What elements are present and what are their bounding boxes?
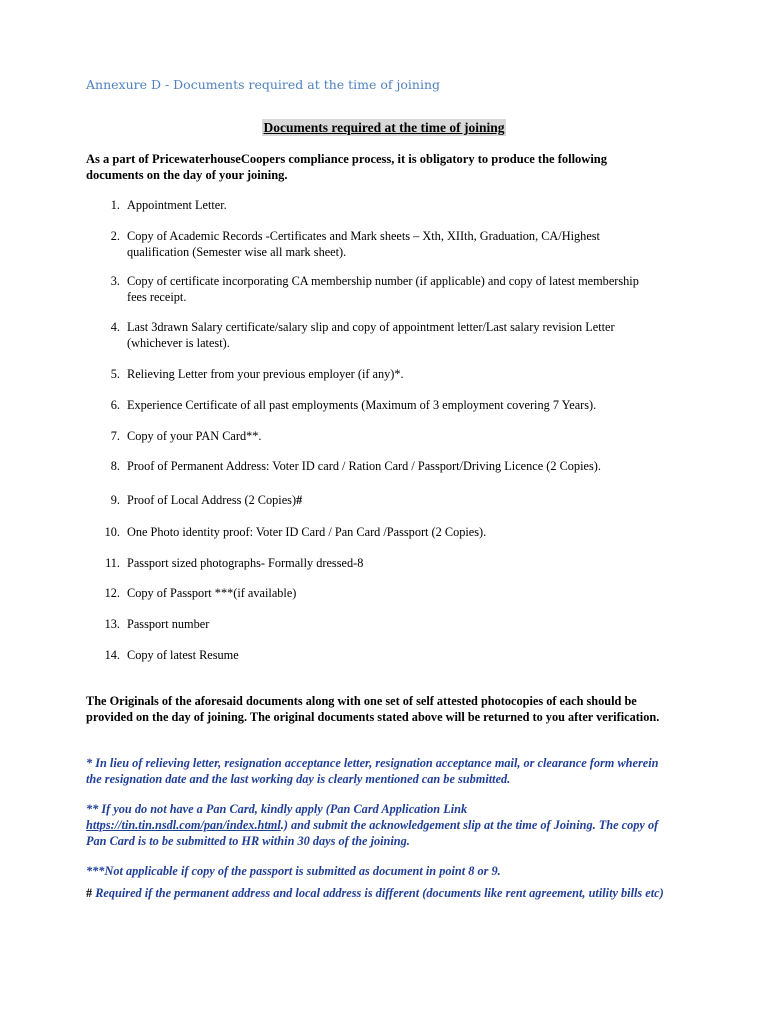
list-item-line: Experience Certificate of all past employments (Maximum of 3 employment covering 7 Years).: [127, 398, 597, 412]
list-item-line: Passport number: [127, 617, 210, 631]
list-item-line: fees receipt.: [127, 289, 187, 304]
note-pan-card: [86, 801, 666, 849]
note-pan-text-end: .) and submit the acknowledgement slip at the time of Joining. The copy of Pan Card is to be submitted to HR within 30 days of the joining.: [86, 818, 659, 848]
list-item-text: [127, 493, 687, 509]
list-item-number: 3.: [110, 274, 120, 288]
intro-paragraph: As a part of PricewaterhouseCoopers compliance process, it is obligatory to produce the following documents on the day of your joining.: [86, 152, 608, 182]
list-item-number: 12.: [104, 586, 120, 600]
list-item-number: 5.: [110, 367, 120, 381]
hash-mark: #: [86, 886, 93, 900]
note-relieving-letter: * In lieu of relieving letter, resignation acceptance letter, resignation acceptance mail, or clearance form wherein the resignation date and the last working day is clearly mentioned can be submitted.: [86, 756, 659, 786]
list-item-text: [127, 586, 687, 602]
list-item-number: 11.: [105, 556, 120, 570]
list-item-number: 14.: [104, 648, 120, 662]
list-item-line: Appointment Letter.: [127, 198, 227, 212]
list-item-line: Relieving Letter from your previous employer (if any)*.: [127, 367, 404, 381]
list-item-text: [127, 274, 687, 305]
hash-mark: #: [296, 493, 303, 507]
document-title: [0, 120, 768, 136]
list-item-number: 7.: [110, 429, 120, 443]
list-item-line: Copy of latest Resume: [127, 648, 239, 662]
list-item-number: 13.: [104, 617, 120, 631]
list-item-text: [127, 648, 687, 664]
list-item-text: [127, 617, 687, 633]
list-item-line: Copy of certificate incorporating CA membership number (if applicable) and copy of latest membership: [127, 274, 639, 288]
list-item-text: [127, 198, 687, 214]
list-item-line: One Photo identity proof: Voter ID Card / Pan Card /Passport (2 Copies).: [127, 525, 487, 539]
list-item-line: Proof of Local Address (2 Copies): [127, 493, 297, 507]
list-item-line: Passport sized photographs- Formally dressed-8: [127, 556, 364, 570]
originals-paragraph: The Originals of the aforesaid documents along with one set of self attested photocopies of each should be provided on the day of joining. The original documents stated above will be returned to you after verification.: [86, 694, 660, 724]
list-item-text: [127, 320, 687, 351]
annexure-heading: Annexure D - Documents required at the time of joining: [86, 77, 441, 92]
note-address-text: Required if the permanent address and local address is different (documents like rent agreement, utility bills etc): [92, 886, 664, 900]
list-item-number: 6.: [110, 398, 120, 412]
list-item-line: Copy of your PAN Card**.: [127, 429, 262, 443]
list-item-line: Copy of Academic Records -Certificates and Mark sheets – Xth, XIIth, Graduation, CA/Highest: [127, 229, 600, 243]
note-address: [86, 885, 666, 901]
list-item-line: (whichever is latest).: [127, 335, 230, 350]
list-item-text: [127, 367, 687, 383]
note-passport: ***Not applicable if copy of the passport is submitted as document in point 8 or 9.: [86, 864, 501, 878]
list-item-line: qualification (Semester wise all mark sheet).: [127, 244, 347, 259]
pan-application-link[interactable]: https://tin.tin.nsdl.com/pan/index.html: [86, 818, 281, 832]
list-item-text: [127, 229, 687, 260]
list-item-number: 10.: [104, 525, 120, 539]
list-item-number: 2.: [110, 229, 120, 243]
list-item-number: 8.: [110, 459, 120, 473]
list-item-number: 1.: [110, 198, 120, 212]
list-item-text: [127, 398, 687, 414]
document-title-text: Documents required at the time of joining: [263, 120, 505, 135]
list-item-text: [127, 525, 687, 541]
list-item-number: 4.: [110, 320, 120, 334]
list-item-number: 9.: [110, 493, 120, 507]
list-item-text: [127, 556, 687, 572]
list-item-line: Proof of Permanent Address: Voter ID card / Ration Card / Passport/Driving Licence (2 Copies).: [127, 459, 601, 473]
list-item-line: Last 3drawn Salary certificate/salary slip and copy of appointment letter/Last salary revision Letter: [127, 320, 615, 334]
list-item-text: [127, 459, 687, 475]
list-item-text: [127, 429, 687, 445]
list-item-line: Copy of Passport ***(if available): [127, 586, 297, 600]
note-pan-text-start: ** If you do not have a Pan Card, kindly apply (Pan Card Application Link: [86, 802, 468, 816]
